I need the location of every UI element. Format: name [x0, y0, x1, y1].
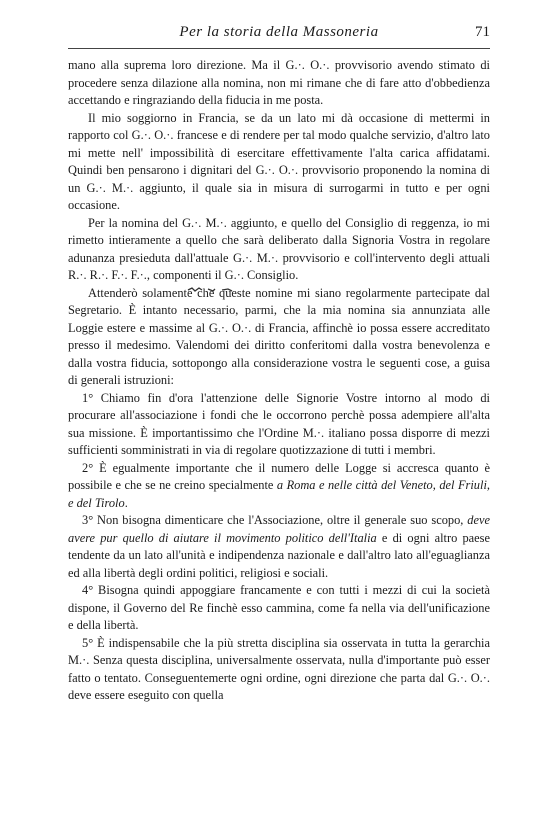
item-text: 2° È egualmente importante che il numero delle Logge si accresca quanto è possibile e che se ne creino specialmente	[68, 460, 490, 492]
running-title: Per la storia della Massoneria	[179, 24, 379, 40]
item-text: e di ogni altro paese tendente da un lato all'unità e indipendenza nazionale e dall'altro lato all'eguaglianza ed alla libertà degli ordini politici, religiosi e sociali.	[68, 530, 490, 580]
header-rule	[68, 48, 490, 49]
paragraph: Il mio soggiorno in Francia, se da un lato mi dà occasione di mettermi in rapporto col G.·. O.·. francese e di rendere per tal modo qualche servizio, d'altro lato mi mette nell' impossibilità di esercitare effettivamente l'alta carica affidatami. Quindi ben pensarono i dignitari del G.·. O.·. provvisorio proponendo la nomina di un G.·. M.·. aggiunto, il quale sia in misura di surrogarmi in tutto e per ogni occasione.	[68, 110, 490, 212]
item-italic-text: deve avere pur quello di aiutare il movimento politico dell'Italia	[68, 513, 490, 545]
item-text: 3° Non bisogna dimenticare che l'Associazione, oltre il generale suo scopo,	[82, 513, 468, 527]
paragraph: Per la nomina del G.·. M.·. aggiunto, e quello del Consiglio di reggenza, io mi rimetto intieramente a quello che sarà deliberato dalla Signoria Vostra in regolare adunanza presieduta dall'attuale G.·. M.·. provvisorio e coll'intervento degli attuali R.·. R.·. F.·. F.·., componenti il G.·. Consiglio.	[68, 215, 490, 282]
paragraph: Attenderò solamente che queste nomine mi siano regolarmente partecipate dal Segretario. È intanto necessario, parmi, che la mia nomina sia annunziata alle Loggie estere e massime al G.·. O.·. di Francia, affinchè io possa essere accreditato presso il medesimo. Valendomi dei diritto conferitomi dalla vostra benevolenza e dalla vostra fiducia, sottopongo alla considerazione vostra le seguenti cose, a guisa di generali istruzioni:	[68, 285, 490, 387]
numbered-item	[68, 460, 490, 513]
page-body	[68, 57, 490, 705]
numbered-item: 5° È indispensabile che la più stretta disciplina sia osservata in tutta la gerarchia M.·. Senza questa disciplina, universalmente osservata, nulla d'importante può esser fatto o tentato. Conseguentemerte ogni ordine, ogni direzione che parta dal G.·. O.·. deve essere eseguito con quella	[68, 635, 490, 702]
numbered-item: 4° Bisogna quindi appoggiare francamente e con tutti i mezzi di cui la società dispone, il Governo del Re finchè esso cammina, come fa nella via dell'unificazione e della libertà.	[68, 583, 490, 632]
item-text: .	[124, 495, 128, 510]
page-number: 71	[475, 24, 490, 40]
page-header	[68, 24, 490, 44]
ink-blot	[186, 286, 246, 294]
numbered-item: 1° Chiamo fin d'ora l'attenzione delle Signorie Vostre intorno al modo di procurare all'associazione i fondi che le occorrono perchè possa adempiere all'alta sua missione. È importantissimo che l'Ordine M.·. italiano possa disporre di mezzi sufficienti somministrati in via di regolare quotizzazione di tutti i membri.	[68, 390, 490, 457]
item-italic-text: a Roma e nelle città del Veneto, del Friuli, e del Tirolo	[68, 478, 490, 510]
paragraph: mano alla suprema loro direzione. Ma il G.·. O.·. provvisorio avendo stimato di procedere senza dilazione alla nomina, non mi rimane che di fare atto d'obbedienza accettando e ringraziando della fiducia in me posta.	[68, 58, 490, 107]
numbered-item	[68, 512, 490, 582]
